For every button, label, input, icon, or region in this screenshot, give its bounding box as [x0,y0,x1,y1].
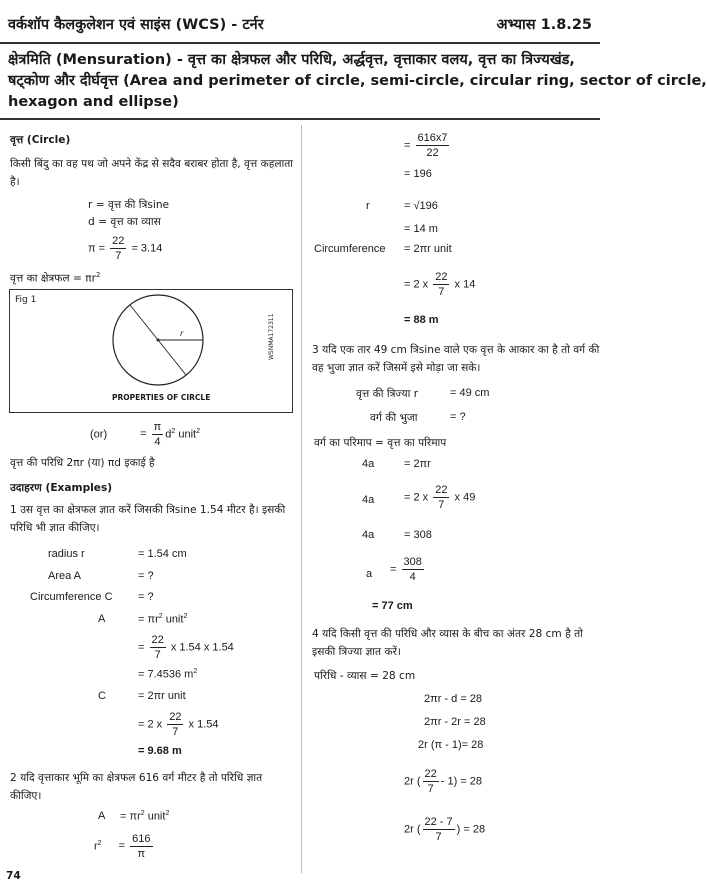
derivation-2: 2πr - 2r = 28 [424,716,486,728]
figure-caption: PROPERTIES OF CIRCLE [112,393,211,402]
circumference-substitution-rest: x 1.54 [188,718,219,731]
area-alt-denominator: 4 [154,436,161,448]
diameter-definition: d = वृत्त का व्यास [88,216,161,228]
rhs-r-sqrt: = √196 [404,200,438,212]
area-substitution-rest: x 1.54 x 1.54 [170,641,234,654]
rhs-circumference-substitution-rest: x 14 [454,278,476,291]
page-title-line-1: क्षेत्रमिति (Mensuration) - वृत्त का क्षेत्रफल और परिधि, अर्द्धवृत्त, वृत्ताकार वलय, वृत्त का त्रिज्यखंड, [8,52,575,68]
rhs-circumference-substitution [404,270,475,299]
circumference-substitution-lhs: = 2 x [138,718,163,731]
area-formula-sup: 2 [95,271,101,279]
example-2-r-denominator: π [137,848,146,860]
step-2-rhs [404,483,475,512]
derivation-5-rhs: ) = 28 [456,823,486,836]
pi-denominator: 7 [115,250,122,262]
example-3-radius-value: = 49 cm [450,387,490,399]
step-2-equals: = 2 x [404,491,429,504]
example-4-line-1: 4 यदि किसी वृत्त की परिधि और व्यास के बीच का अंतर 28 cm है तो [312,628,583,640]
derivation-4-numerator: 22 [424,768,437,780]
area-alt-sup: 2 [171,427,176,435]
step-5-result: = 77 cm [372,600,413,612]
area-formula-text: वृत्त का क्षेत्रफल = πr [10,272,96,285]
example-2-r-label: r [94,840,98,853]
area-formula-main-sup: 2 [158,613,163,620]
derivation-4-lhs: 2r ( [404,775,421,788]
example-2-line-1: 2 यदि वृत्ताकार भूमि का क्षेत्रफल 616 वर्ग मीटर है तो परिधि ज्ञात [10,772,263,784]
step-4-numerator: 308 [403,556,422,568]
or-equals: = [140,428,147,441]
pi-fraction [110,234,126,263]
area-result-value: = 7.4536 m [138,668,194,681]
example-2-area-label: A [98,810,106,822]
example-2-r-sup: 2 [97,839,102,847]
derivation-5-fraction [423,815,455,844]
rhs-top-equation [404,131,451,160]
example-2-r-equals: = [118,840,126,853]
step-2-fraction [433,483,449,512]
given-circumference-value: = ? [138,591,154,603]
header-title: वर्कशॉप कैलकुलेशन एवं साइंस (WCS) - टर्नर [8,17,264,33]
step-1-lhs: 4a [362,458,375,470]
derivation-5-denominator: 7 [435,831,442,843]
step-4-equals: = [390,563,397,576]
step-2-denominator: 7 [438,499,445,511]
page-title-line-2: षट्कोण और दीर्घवृत्त (Area and perimeter of circle, semi-circle, circular ring, sector of circle, [8,73,707,89]
area-formula-label [10,267,100,287]
area-formula-unit: unit [162,613,184,626]
rhs-r-label: r [366,200,370,212]
given-area-label: Area A [48,570,82,582]
circumference-substitution-denominator: 7 [172,726,179,738]
circle-definition-line-2: है। [10,176,20,188]
column-divider [301,125,302,873]
derivation-5-numerator: 22 - 7 [424,816,453,828]
rhs-top-equals: = [404,139,411,152]
rhs-top-denominator: 22 [426,147,439,159]
rhs-circumference-formula: = 2πr unit [404,243,452,255]
circumference-result: = 9.68 m [138,745,182,757]
step-2-numerator: 22 [435,484,448,496]
derivation-4-fraction [423,767,439,796]
center-point [157,339,160,342]
area-alt-unit: unit [175,428,197,441]
example-2-area-formula [120,810,169,823]
rhs-top-numerator: 616x7 [417,132,448,144]
step-1-rhs: = 2πr [404,458,431,470]
circumference-substitution-fraction [167,710,183,739]
examples-heading: उदाहरण (Examples) [10,482,113,494]
derivation-3: 2r (π - 1)= 28 [418,739,484,751]
pi-value: = 3.14 [131,242,163,255]
figure-properties-of-circle [9,289,293,413]
circumference-formula: = 2πr unit [138,690,186,702]
area-label-A: A [98,613,106,625]
given-radius-value: = 1.54 cm [138,548,187,560]
area-substitution-fraction [150,633,166,662]
derivation-4-denominator: 7 [427,783,434,795]
circle-definition-line-1: किसी बिंदु का वह पथ जो अपने केंद्र से सदैव बराबर होता है, वृत्त कहलाता [10,158,294,170]
step-2-lhs: 4a [362,494,375,506]
area-substitution-equals: = [138,641,145,654]
area-formula-pi-r2 [138,613,187,626]
example-1-line-2: परिधि भी ज्ञात कीजिए। [10,522,100,534]
page-title-line-3: hexagon and ellipse) [8,94,179,110]
example-3-side-value: = ? [450,411,466,423]
step-4-rhs [390,555,426,584]
example-3-line-1: 3 यदि एक तार 49 cm त्रिsine वाले एक वृत्त के आकार का है तो वर्ग की [312,344,600,356]
example-2-area-formula-unit: unit [144,810,166,823]
example-2-r-fraction [130,832,152,861]
example-2-r-numerator: 616 [132,833,151,845]
given-radius-label: radius r [48,548,85,560]
area-alt-unit-sup: 2 [196,427,200,435]
pi-label: π = [88,242,106,255]
area-formula-main: = πr [138,613,159,626]
area-substitution-numerator: 22 [151,634,164,646]
example-1-line-1: 1 उस वृत्त का क्षेत्रफल ज्ञात करें जिसकी त्रिsine 1.54 मीटर है। इसकी [10,504,286,516]
derivation-4 [404,767,482,796]
example-2-area-formula-sup: 2 [140,810,145,817]
derivation-5 [404,815,485,844]
area-formula-unit-sup: 2 [183,613,188,620]
page-number: 74 [6,870,21,882]
example-3-line-2: वह भुजा ज्ञात करें जिसमें इसे मोड़ा जा सके। [312,362,481,374]
step-3-rhs: = 308 [404,529,432,541]
step-4-lhs: a [366,568,373,580]
example-2-area-formula-unit-sup: 2 [165,810,170,817]
radius-definition: r = वृत्त की त्रिsine [88,199,170,211]
pi-numerator: 22 [112,235,125,247]
area-substitution [138,633,234,662]
step-2-rest: x 49 [454,491,476,504]
rhs-circumference-result: = 88 m [404,314,439,326]
figure-radius-label: r [180,329,184,338]
example-4-difference: परिधि - व्यास = 28 cm [314,670,416,682]
step-4-denominator: 4 [409,571,416,583]
circumference-substitution [138,710,219,739]
given-circumference-label: Circumference C [30,591,113,603]
example-2-line-2: कीजिए। [10,790,42,802]
example-2-r-squared [94,832,155,861]
example-3-radius-label: वृत्त की त्रिज्या r [356,388,419,400]
or-label: (or) [90,428,108,441]
rhs-circumference-denominator: 7 [438,286,445,298]
header-rule [0,42,600,44]
rhs-r-value: = 14 m [404,223,438,235]
figure-label: Fig 1 [15,295,37,305]
step-4-fraction [402,555,424,584]
rhs-196: = 196 [404,168,432,180]
perimeter-equality: वर्ग का परिमाप = वृत्त का परिमाप [314,437,447,449]
derivation-4-rhs: - 1) = 28 [440,775,483,788]
rhs-circumference-label: Circumference [314,243,386,255]
pi-equation [88,234,162,263]
rhs-circumference-substitution-lhs: = 2 x [404,278,429,291]
perimeter-statement: वृत्त की परिधि 2πr (या) πd इकाई है [10,457,155,469]
figure-code: WSNMA172311 [268,313,275,360]
title-rule [0,118,600,120]
circumference-label-C: C [98,690,106,702]
derivation-5-lhs: 2r ( [404,823,421,836]
area-result [138,668,197,681]
rhs-circumference-numerator: 22 [435,271,448,283]
given-area-value: = ? [138,570,154,582]
example-2-area-formula-main: = πr [120,810,141,823]
area-alt-numerator: π [153,421,162,433]
area-alt-fraction [152,420,164,449]
circumference-substitution-numerator: 22 [169,711,182,723]
circle-heading: वृत्त (Circle) [10,134,71,146]
area-alt-formula [90,420,200,449]
area-result-sup: 2 [193,668,198,675]
rhs-top-fraction [416,131,450,160]
example-4-line-2: इसकी त्रिज्या ज्ञात करें। [312,646,401,658]
step-3-lhs: 4a [362,529,375,541]
area-substitution-denominator: 7 [154,649,161,661]
rhs-circumference-fraction [433,270,449,299]
area-alt-d: d [165,428,172,441]
derivation-1: 2πr - d = 28 [424,693,483,705]
exercise-number: अभ्यास 1.8.25 [496,17,592,33]
example-3-side-label: वर्ग की भुजा [370,412,418,424]
